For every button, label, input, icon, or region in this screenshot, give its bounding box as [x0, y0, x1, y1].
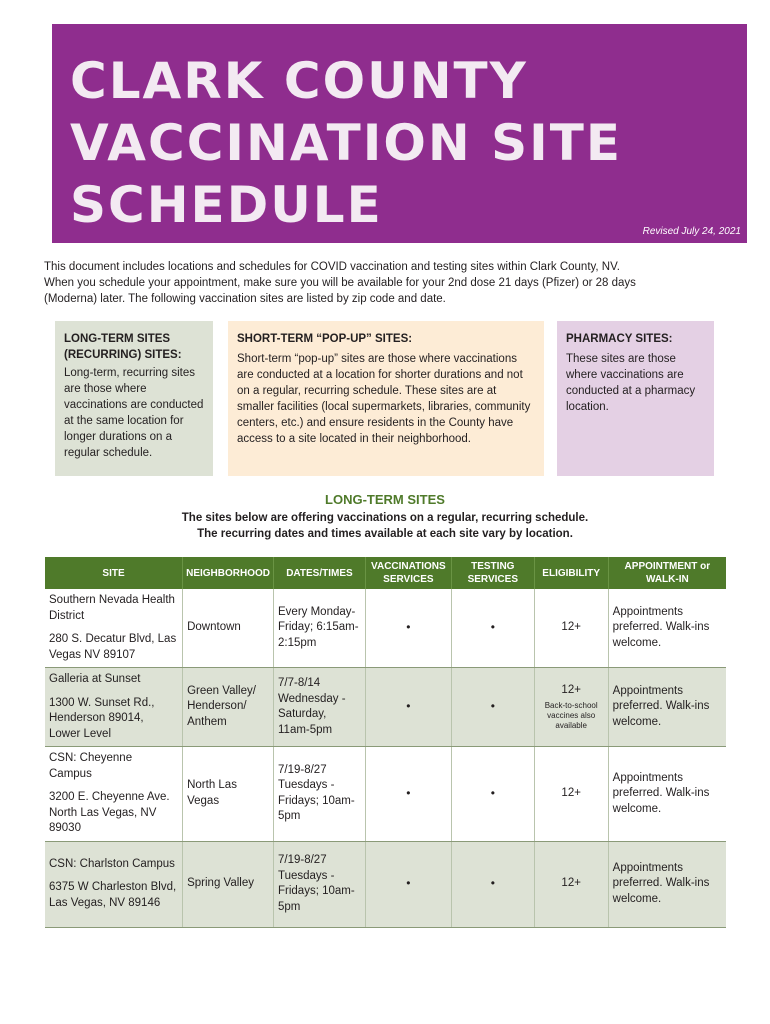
header-vaccinations [365, 557, 451, 589]
legend-pharmacy [557, 321, 714, 476]
legend-long-term-body: Long-term, recurring sites are those where vaccinations are conducted at the same location for longer durations on a regular schedule. [64, 367, 204, 459]
header-site: SITE [45, 557, 183, 589]
site-name: CSN: Charlston Campus [49, 857, 175, 870]
intro-paragraph [44, 259, 734, 307]
table-row [45, 589, 726, 668]
site-name: Galleria at Sunset [49, 673, 141, 685]
site-address: 3200 E. Cheyenne Ave. North Las Vegas, NV 89030 [49, 791, 170, 834]
vaccinations-cell: • [365, 589, 451, 668]
testing-cell: • [451, 747, 534, 842]
legend-long-term-title [64, 331, 204, 363]
eligibility-cell: 12+ [534, 747, 608, 842]
site-cell [45, 747, 183, 842]
document-title [70, 50, 622, 236]
header-testing-line-2: SERVICES [467, 574, 518, 585]
header-appointment-line-2: WALK-IN [645, 574, 689, 585]
revised-date: Revised July 24, 2021 [642, 226, 741, 237]
legend-short-term-body: Short-term “pop-up” sites are those where vaccinations are conducted at a location for shorter durations and not on a regular, recurring schedule. These sites are at smaller facilities (local supermarkets, libraries, community centers, etc.) and ensure residents in the County have access to a site located in their neighborhood. [237, 353, 531, 445]
intro-line-3: (Moderna) later. The following vaccination sites are listed by zip code and date. [44, 293, 446, 305]
neighborhood-cell: Green Valley/ Henderson/ Anthem [183, 668, 274, 747]
legend-short-term [228, 321, 544, 476]
section-subtitle [0, 510, 770, 542]
header-vaccinations-line-2: SERVICES [383, 574, 434, 585]
table-row [45, 841, 726, 927]
header-appointment-line-1: APPOINTMENT or [624, 561, 711, 572]
header-appointment [608, 557, 726, 589]
site-cell [45, 668, 183, 747]
vaccinations-cell: • [365, 747, 451, 842]
table-header-row [45, 557, 726, 589]
appointment-cell: Appointments preferred. Walk-ins welcome. [608, 841, 726, 927]
vaccinations-cell: • [365, 841, 451, 927]
site-name: Southern Nevada Health District [49, 594, 175, 622]
site-address: 1300 W. Sunset Rd., Henderson 89014, Lower Level [49, 696, 155, 740]
legend-long-term-title-line-1: LONG-TERM SITES [64, 333, 171, 345]
legend-pharmacy-title: PHARMACY SITES: [566, 333, 673, 345]
testing-cell: • [451, 668, 534, 747]
title-banner [52, 24, 747, 243]
site-name: CSN: Cheyenne Campus [49, 752, 133, 780]
site-cell [45, 589, 183, 668]
eligibility-cell: 12+ [534, 841, 608, 927]
table-row [45, 668, 726, 747]
eligibility-note: Back-to-school vaccines also available [544, 700, 598, 730]
header-neighborhood: NEIGHBORHOOD [183, 557, 274, 589]
eligibility-cell: 12+ [534, 589, 608, 668]
header-dates: DATES/TIMES [274, 557, 366, 589]
site-address: 6375 W Charleston Blvd, Las Vegas, NV 89146 [49, 881, 177, 909]
legend-short-term-title: SHORT-TERM “POP-UP” SITES: [237, 333, 413, 345]
neighborhood-cell: North Las Vegas [183, 747, 274, 842]
appointment-cell: Appointments preferred. Walk-ins welcome. [608, 747, 726, 842]
dates-cell: 7/19-8/27 Tuesdays - Fridays; 10am-5pm [274, 747, 366, 842]
table-row [45, 747, 726, 842]
section-title: LONG-TERM SITES [325, 492, 445, 507]
testing-cell: • [451, 841, 534, 927]
appointment-cell: Appointments preferred. Walk-ins welcome. [608, 668, 726, 747]
appointment-cell: Appointments preferred. Walk-ins welcome. [608, 589, 726, 668]
neighborhood-cell: Spring Valley [183, 841, 274, 927]
header-vaccinations-line-1: VACCINATIONS [371, 561, 446, 572]
eligibility-value: 12+ [561, 684, 581, 697]
eligibility-cell [534, 668, 608, 747]
testing-cell: • [451, 589, 534, 668]
section-subtitle-line-1: The sites below are offering vaccinations on a regular, recurring schedule. [181, 512, 589, 524]
site-address: 280 S. Decatur Blvd, Las Vegas NV 89107 [49, 633, 177, 661]
legend-long-term [55, 321, 213, 476]
legend-pharmacy-body: These sites are those where vaccinations are conducted at a pharmacy location. [566, 353, 696, 413]
site-cell [45, 841, 183, 927]
dates-cell: Every Monday-Friday; 6:15am-2:15pm [274, 589, 366, 668]
intro-line-2: When you schedule your appointment, make sure you will be available for your 2nd dose 21 days (Pfizer) or 28 days [44, 277, 636, 289]
title-line-2: VACCINATION SITE [70, 114, 622, 172]
vaccinations-cell: • [365, 668, 451, 747]
header-eligibility: ELIGIBILITY [534, 557, 608, 589]
dates-cell: 7/19-8/27 Tuesdays - Fridays; 10am-5pm [274, 841, 366, 927]
section-subtitle-line-2: The recurring dates and times available at each site vary by location. [197, 528, 573, 540]
header-testing [451, 557, 534, 589]
intro-line-1: This document includes locations and schedules for COVID vaccination and testing sites within Clark County, NV. [44, 261, 620, 273]
header-testing-line-1: TESTING [471, 561, 515, 572]
dates-cell: 7/7-8/14 Wednesday - Saturday, 11am-5pm [274, 668, 366, 747]
title-line-3: SCHEDULE [70, 176, 383, 234]
sites-table [45, 557, 726, 928]
neighborhood-cell: Downtown [183, 589, 274, 668]
title-line-1: CLARK COUNTY [70, 52, 528, 110]
legend-long-term-title-line-2: (RECURRING) SITES: [64, 349, 182, 361]
